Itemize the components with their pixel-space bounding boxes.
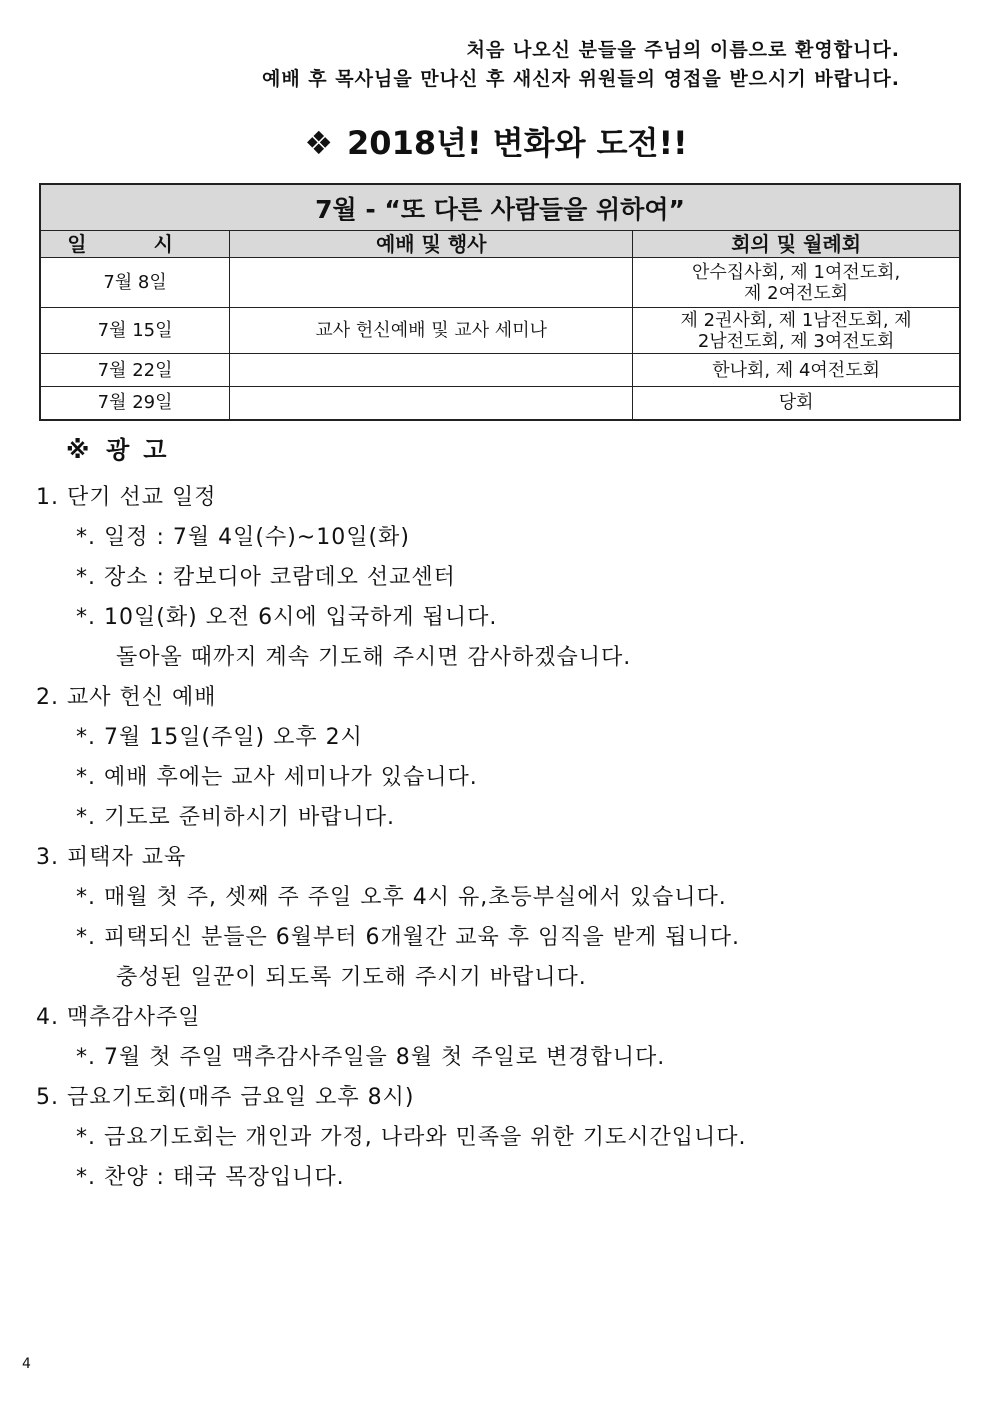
announcement-heading: 1. 단기 선교 일정 bbox=[36, 485, 217, 510]
announcement-item: *. 피택되신 분들은 6월부터 6개월간 교육 후 임직을 받게 됩니다. bbox=[76, 925, 740, 950]
header-date: 일 시 bbox=[40, 231, 230, 258]
table-row bbox=[40, 258, 960, 308]
announcement-item: *. 예배 후에는 교사 세미나가 있습니다. bbox=[76, 765, 478, 790]
announcement-heading: 4. 맥추감사주일 bbox=[36, 1005, 201, 1030]
row-event bbox=[230, 258, 633, 308]
table-row bbox=[40, 354, 960, 387]
announcement-item: *. 7월 15일(주일) 오후 2시 bbox=[76, 725, 363, 750]
announcement-continuation: 충성된 일꾼이 되도록 기도해 주시기 바랍니다. bbox=[116, 965, 587, 990]
diamond-icon: ❖ bbox=[304, 124, 334, 162]
announcement-continuation: 돌아올 때까지 계속 기도해 주시면 감사하겠습니다. bbox=[116, 645, 632, 670]
row-meeting: 안수집사회, 제 1여전도회, 제 2여전도회 bbox=[633, 258, 960, 308]
row-event bbox=[230, 354, 633, 387]
announcement-heading: 5. 금요기도회(매주 금요일 오후 8시) bbox=[36, 1085, 415, 1110]
schedule-banner: 7월 - “또 다른 사람들을 위하여” bbox=[40, 184, 960, 231]
page-number: 4 bbox=[22, 1356, 31, 1372]
row-event: 교사 헌신예배 및 교사 세미나 bbox=[230, 308, 633, 354]
table-row bbox=[40, 308, 960, 354]
notice-label: 광고 bbox=[106, 436, 181, 464]
row-date: 7월 22일 bbox=[40, 354, 230, 387]
announcement-item: *. 10일(화) 오전 6시에 입국하게 됩니다. bbox=[76, 605, 498, 630]
announcement-item: *. 매월 첫 주, 셋째 주 주일 오후 4시 유,초등부실에서 있습니다. bbox=[76, 885, 727, 910]
announcement-item: *. 금요기도회는 개인과 가정, 나라와 민족을 위한 기도시간입니다. bbox=[76, 1125, 747, 1150]
announcement-item: *. 찬양 : 태국 목장입니다. bbox=[76, 1165, 345, 1190]
schedule-table bbox=[39, 183, 961, 421]
welcome-line-1: 처음 나오신 분들을 주님의 이름으로 환영합니다. bbox=[466, 39, 900, 61]
page-title-text: 2018년! 변화와 도전!! bbox=[347, 124, 688, 162]
announcement-heading: 2. 교사 헌신 예배 bbox=[36, 685, 217, 710]
row-event bbox=[230, 387, 633, 420]
row-date: 7월 15일 bbox=[40, 308, 230, 354]
welcome-line-2: 예배 후 목사님을 만나신 후 새신자 위원들의 영접을 받으시기 바랍니다. bbox=[261, 68, 900, 90]
announcement-list bbox=[36, 478, 966, 1198]
header-meeting: 회의 및 월례회 bbox=[633, 231, 960, 258]
schedule-header-row bbox=[40, 231, 960, 258]
welcome-message bbox=[262, 36, 900, 94]
announcement-item: *. 장소 : 캄보디아 코람데오 선교센터 bbox=[76, 565, 456, 590]
page-title bbox=[0, 118, 992, 164]
announcement-item: *. 7월 첫 주일 맥추감사주일을 8월 첫 주일로 변경합니다. bbox=[76, 1045, 666, 1070]
table-row bbox=[40, 387, 960, 420]
row-meeting: 한나회, 제 4여전도회 bbox=[633, 354, 960, 387]
reference-mark-icon: ※ bbox=[66, 436, 90, 464]
announcement-item: *. 기도로 준비하시기 바랍니다. bbox=[76, 805, 395, 830]
row-meeting: 제 2권사회, 제 1남전도회, 제 2남전도회, 제 3여전도회 bbox=[633, 308, 960, 354]
row-date: 7월 8일 bbox=[40, 258, 230, 308]
announcement-item: *. 일정 : 7월 4일(수)~10일(화) bbox=[76, 525, 410, 550]
notice-heading bbox=[66, 430, 180, 465]
row-date: 7월 29일 bbox=[40, 387, 230, 420]
announcement-heading: 3. 피택자 교육 bbox=[36, 845, 187, 870]
row-meeting: 당회 bbox=[633, 387, 960, 420]
header-event: 예배 및 행사 bbox=[230, 231, 633, 258]
